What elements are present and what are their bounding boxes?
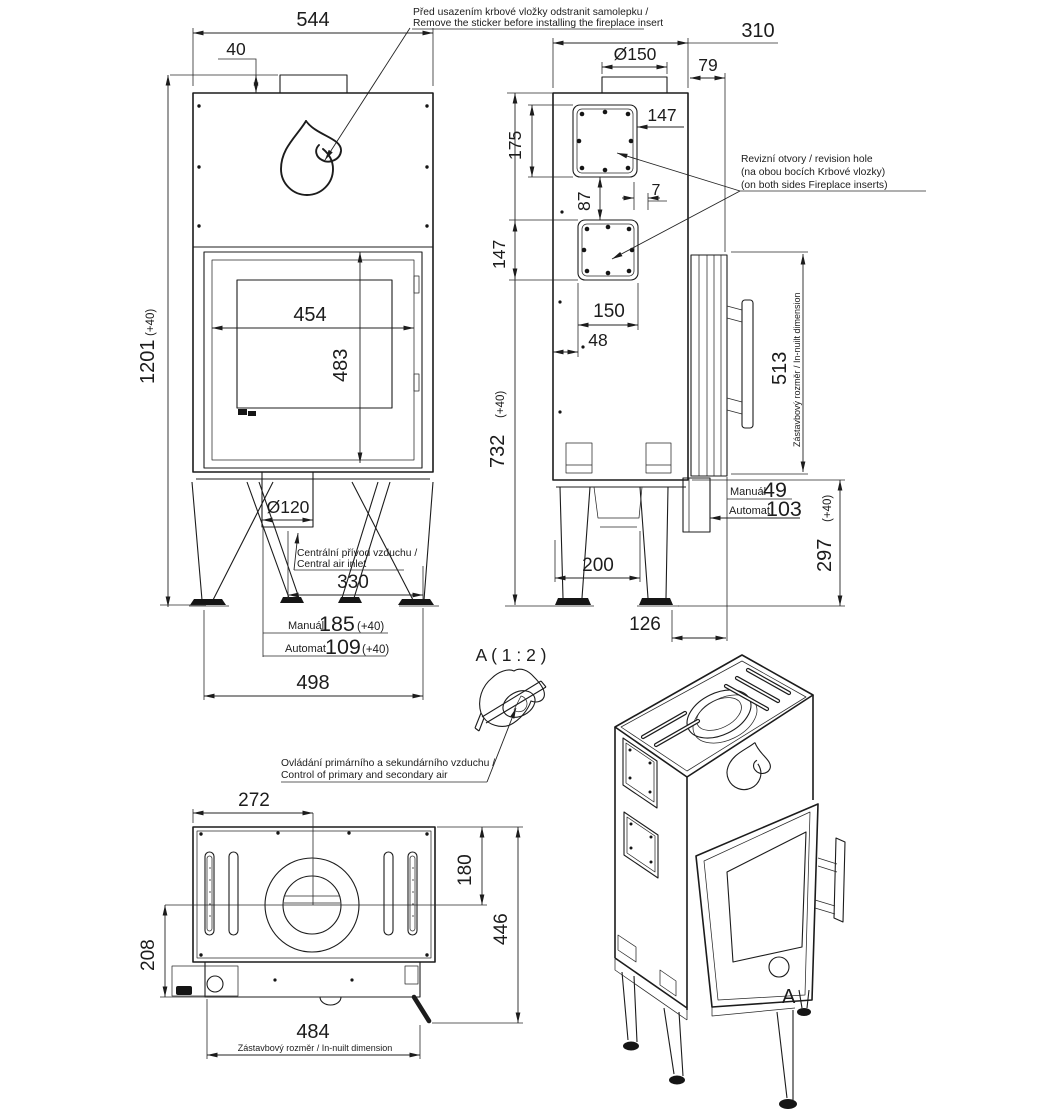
side-door-frame	[691, 255, 753, 476]
side-automat-label: Automat	[729, 505, 770, 517]
side-manual-label: Manuál	[730, 486, 767, 498]
dim-body-height: 732	[487, 434, 509, 468]
dim-body-height-suffix: (+40)	[495, 390, 507, 418]
dim-top-446: 446	[491, 913, 512, 945]
revision-note-line2: (na obou bocích Krbové vlozky)	[741, 167, 886, 178]
detail-a	[281, 645, 547, 782]
front-manual-suffix: (+40)	[357, 621, 385, 633]
dim-front-stub: 40	[226, 39, 246, 59]
dim-glass-height: 483	[330, 348, 352, 382]
dim-flue-diameter: Ø150	[613, 44, 657, 64]
iso-top-slots	[643, 670, 789, 745]
revision-note-line1: Revizní otvory / revision hole	[741, 154, 873, 165]
top-vent-slots	[205, 852, 417, 935]
dim-hole-gap: 87	[574, 191, 594, 211]
front-automat-value: 109	[325, 635, 361, 659]
revision-note	[612, 153, 926, 259]
dim-inbuilt-height: 513	[769, 351, 791, 385]
air-inlet-note	[294, 533, 417, 570]
air-note-en: Central air inlet	[297, 559, 367, 570]
air-control-note	[281, 708, 516, 782]
side-dimensions	[487, 20, 845, 642]
detail-callout-label: A	[782, 986, 796, 1008]
top-handle	[414, 997, 429, 1021]
dim-top-272: 272	[238, 790, 270, 811]
sticker-note	[325, 7, 663, 160]
revision-note-line3: (on both sides Fireplace inserts)	[741, 180, 888, 191]
dim-hole-upper-width: 147	[647, 105, 677, 125]
iso-door	[696, 804, 845, 1007]
side-view	[487, 20, 926, 642]
front-manual-value: 185	[319, 612, 355, 636]
front-automat-suffix: (+40)	[362, 644, 390, 656]
top-screws	[199, 831, 428, 981]
automat-control-box	[683, 478, 710, 532]
front-legs	[189, 472, 439, 606]
dim-leg-span: 200	[582, 555, 614, 576]
control-note-cz: Ovládání primárního a sekundárního vzduchu /	[281, 758, 496, 769]
dim-hole-upper-height: 175	[505, 130, 525, 160]
top-view	[138, 790, 523, 1059]
dim-glass-width: 454	[293, 304, 327, 326]
flame-logo	[281, 121, 341, 195]
dim-hole-inset: 48	[588, 330, 608, 350]
side-screws	[558, 210, 584, 413]
dim-inlet-diameter: Ø120	[266, 497, 310, 517]
dim-front-width: 544	[296, 9, 330, 31]
dim-side-depth: 310	[741, 20, 775, 42]
side-automat-value: 103	[766, 497, 802, 521]
top-dimensions	[138, 790, 523, 1059]
air-note-cz: Centrální přívod vzduchu /	[297, 548, 418, 559]
inbuilt-note-top: Zástavbový rozměr / In-nuilt dimension	[237, 1043, 393, 1053]
front-dimensions	[137, 9, 433, 700]
dim-front-height-suffix: (+40)	[145, 308, 157, 336]
iso-flame	[722, 737, 776, 797]
revision-hole-upper	[573, 105, 637, 177]
door-handle	[742, 300, 753, 428]
dim-door-protrusion: 79	[698, 55, 718, 75]
dim-base-width: 498	[296, 672, 330, 694]
dim-hole-lower-width: 150	[593, 301, 625, 322]
dim-inlet-offset: 330	[337, 572, 369, 593]
front-automat-label: Automat	[285, 643, 326, 655]
front-view	[137, 9, 439, 700]
dim-foot-offset: 126	[629, 614, 661, 635]
detail-a-title: A ( 1 : 2 )	[475, 645, 547, 665]
sticker-note-cz: Před usazením krbové vložky odstranit samolepku /	[413, 7, 649, 18]
isometric-view	[615, 655, 845, 1109]
sticker-note-en: Remove the sticker before installing the fireplace insert	[413, 18, 664, 29]
top-door-edge	[172, 962, 429, 1021]
dim-front-height: 1201	[137, 339, 159, 384]
detail-callout-circle	[769, 957, 789, 977]
side-legs	[552, 478, 710, 606]
dim-hole-lower-height: 147	[489, 239, 509, 269]
control-note-en: Control of primary and secondary air	[281, 770, 448, 781]
dim-leg-height-suffix: (+40)	[822, 494, 834, 522]
dim-top-208: 208	[138, 939, 159, 971]
inbuilt-note-side: Zástavbový rozměr / In-nuilt dimension	[792, 292, 802, 447]
front-manual-label: Manuál	[288, 620, 325, 632]
dim-leg-height: 297	[814, 538, 836, 572]
dim-top-484: 484	[296, 1021, 330, 1043]
iso-revision-holes	[623, 738, 658, 878]
dim-hole-offset: 7	[651, 182, 661, 199]
side-manual-value: 49	[763, 478, 787, 502]
dim-top-180: 180	[455, 854, 476, 886]
